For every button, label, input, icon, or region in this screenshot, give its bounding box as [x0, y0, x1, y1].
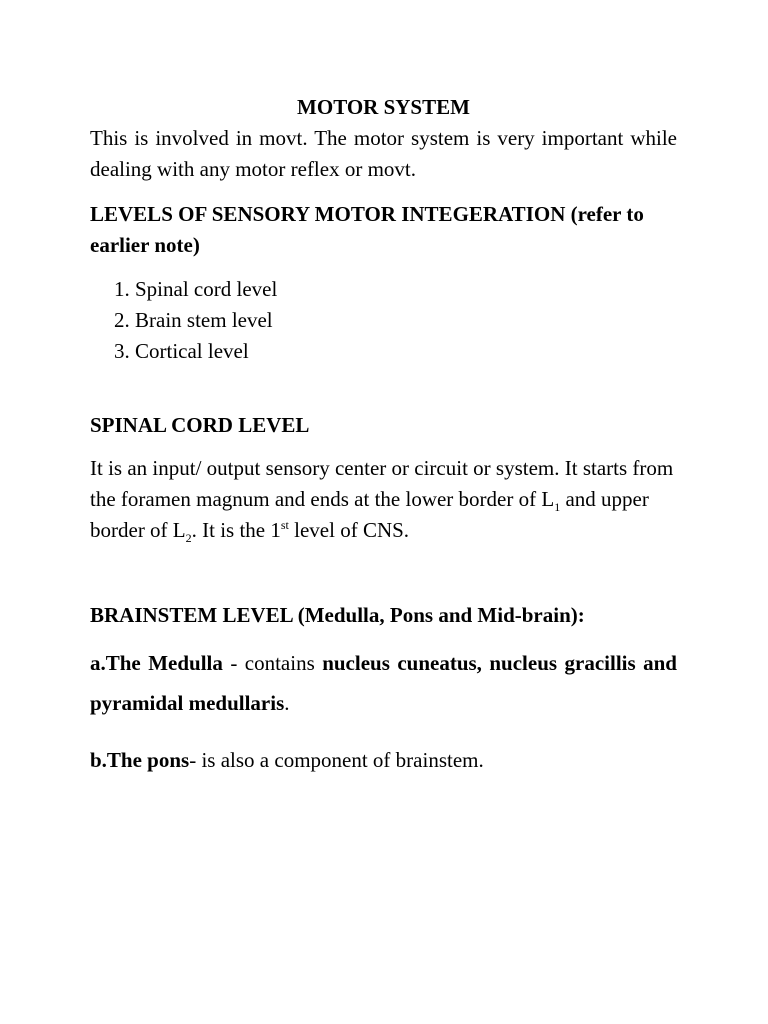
medulla-label: a.The Medulla	[90, 651, 223, 675]
spinal-text-part: . It is the 1	[191, 518, 281, 542]
list-item: 3. Cortical level	[135, 336, 677, 367]
list-item: 1. Spinal cord level	[135, 274, 677, 305]
pons-paragraph	[90, 745, 677, 776]
medulla-connector: - contains	[222, 651, 323, 675]
medulla-paragraph	[90, 643, 677, 723]
subscript: 2	[185, 531, 192, 546]
levels-list	[90, 274, 677, 367]
superscript: st	[280, 518, 289, 532]
levels-heading: LEVELS OF SENSORY MOTOR INTEGERATION (refer to earlier note)	[90, 202, 644, 257]
list-item: 2. Brain stem level	[135, 305, 677, 336]
page-title: MOTOR SYSTEM	[297, 95, 470, 119]
medulla-bold-text: nucleus cuneatus, nucleus gracillis and pyramidal medullaris	[90, 651, 677, 715]
subscript: 1	[554, 500, 561, 515]
pons-label: b.The pons	[90, 748, 190, 772]
pons-text: - is also a component of brainstem.	[189, 748, 484, 772]
spinal-text-part: and upper border of L	[90, 487, 649, 542]
spinal-cord-heading: SPINAL CORD LEVEL	[90, 413, 310, 437]
brainstem-heading: BRAINSTEM LEVEL (Medulla, Pons and Mid-brain):	[90, 603, 585, 627]
medulla-end: .	[284, 691, 290, 715]
document-page	[90, 92, 677, 776]
spinal-text-part: level of CNS.	[288, 518, 410, 542]
intro-paragraph: This is involved in movt. The motor system is very important while dealing with any motor reflex or movt.	[90, 126, 677, 181]
spinal-cord-paragraph	[90, 453, 677, 546]
spinal-text-part: It is an input/ output sensory center or circuit or system. It starts from the foramen magnum and ends at the lower border of L	[90, 456, 674, 511]
